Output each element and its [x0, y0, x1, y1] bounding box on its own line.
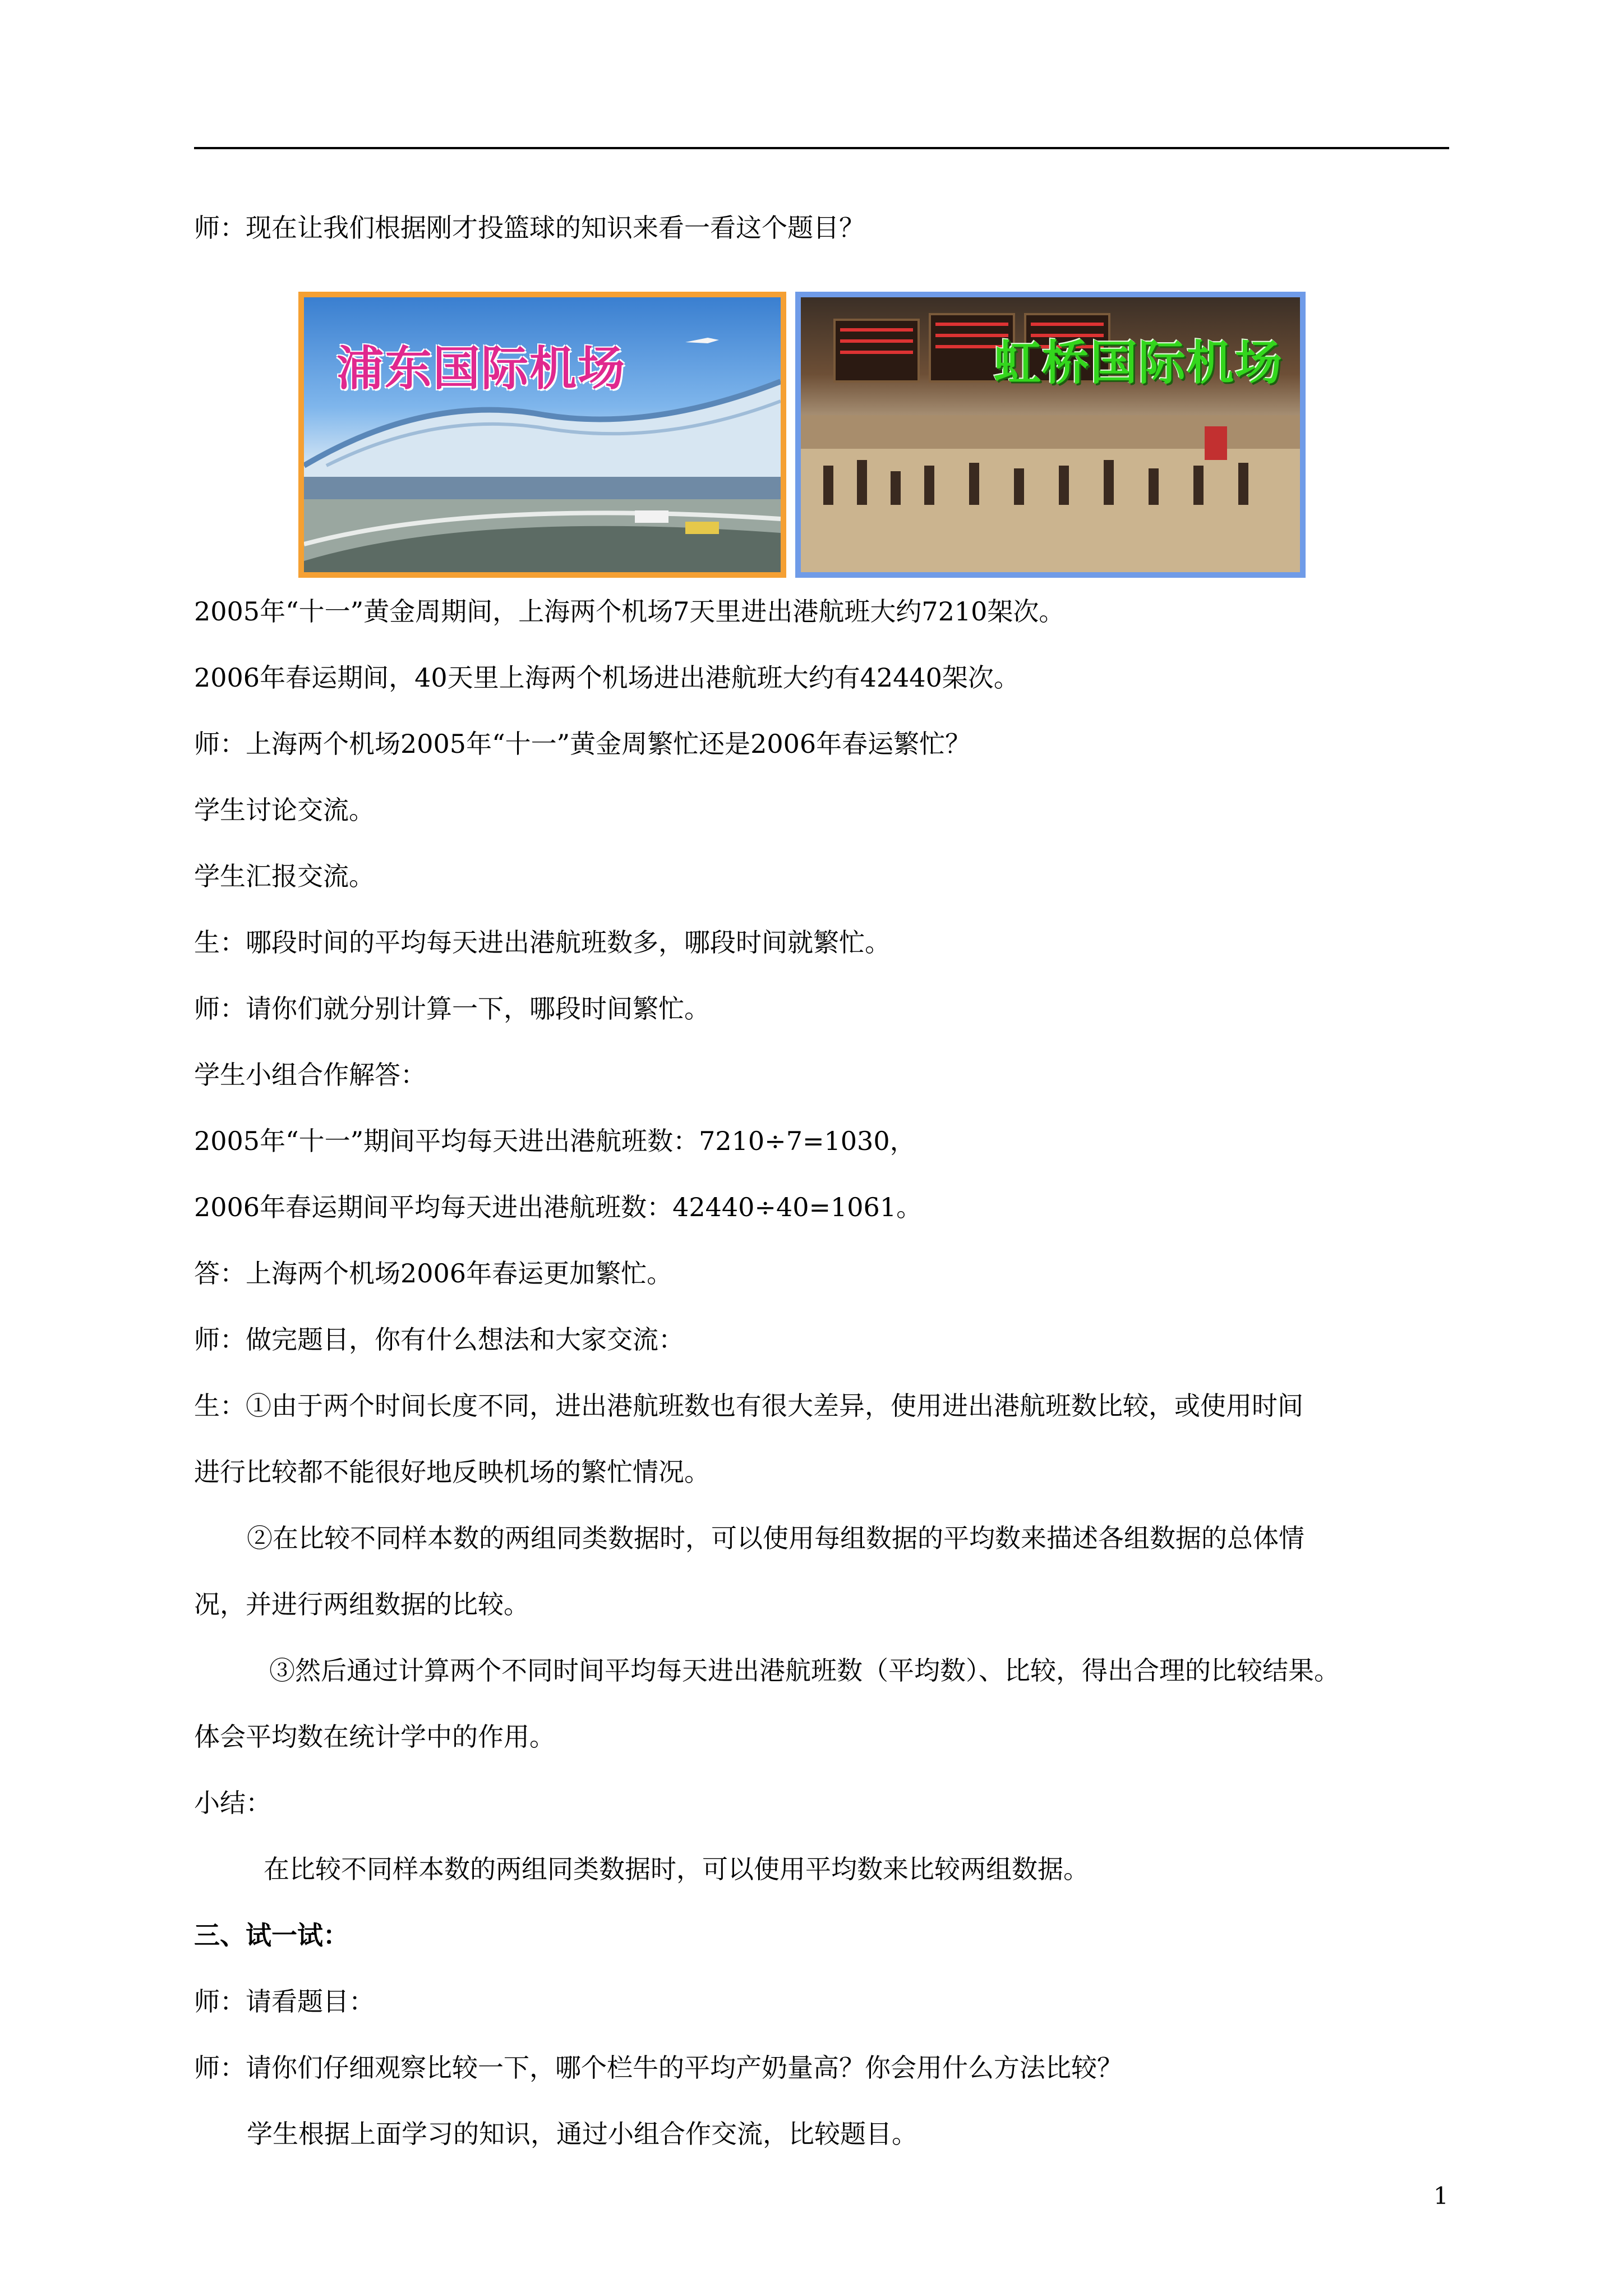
paragraph-line: 师：请看题目：: [194, 1986, 375, 2017]
paragraph-line: 2006年春运期间，40天里上海两个机场进出港航班大约有42440架次。: [194, 662, 1020, 693]
paragraph-line: 进行比较都不能很好地反映机场的繁忙情况。: [194, 1457, 710, 1487]
paragraph-line: 学生汇报交流。: [194, 861, 375, 891]
paragraph-line: 况，并进行两组数据的比较。: [194, 1589, 529, 1619]
hongqiao-airport-photo: [795, 292, 1306, 578]
paragraph-line: 师：请你们仔细观察比较一下，哪个栏牛的平均产奶量高？你会用什么方法比较？: [194, 2053, 1123, 2083]
paragraph-line: 师：现在让我们根据刚才投篮球的知识来看一看这个题目？: [194, 213, 865, 243]
paragraph-line: 小结：: [194, 1788, 271, 1818]
paragraph-line: 2006年春运期间平均每天进出港航班数：42440÷40=1061。: [194, 1192, 923, 1222]
paragraph-line: 2005年“十一”期间平均每天进出港航班数：7210÷7=1030，: [194, 1126, 916, 1156]
paragraph-line: ③然后通过计算两个不同时间平均每天进出港航班数（平均数）、比较，得出合理的比较结果。: [269, 1655, 1340, 1686]
paragraph-line: 2005年“十一”黄金周期间，上海两个机场7天里进出港航班大约7210架次。: [194, 596, 1065, 627]
paragraph-line: 师：请你们就分别计算一下，哪段时间繁忙。: [194, 993, 710, 1024]
section-heading: 三、试一试：: [194, 1920, 349, 1950]
header-rule: [194, 147, 1449, 149]
page-number: 1: [1433, 2182, 1449, 2210]
paragraph-line: 在比较不同样本数的两组同类数据时，可以使用平均数来比较两组数据。: [264, 1854, 1089, 1884]
hongqiao-airport-label: 虹桥国际机场: [993, 335, 1283, 390]
paragraph-line: 体会平均数在统计学中的作用。: [194, 1722, 555, 1752]
pudong-airport-photo: [298, 292, 786, 578]
paragraph-line: ②在比较不同样本数的两组同类数据时，可以使用每组数据的平均数来描述各组数据的总体情: [247, 1523, 1304, 1553]
paragraph-line: 生：哪段时间的平均每天进出港航班数多，哪段时间就繁忙。: [194, 927, 891, 958]
paragraph-line: 答：上海两个机场2006年春运更加繁忙。: [194, 1258, 673, 1289]
paragraph-line: 学生讨论交流。: [194, 795, 375, 825]
paragraph-line: 生：①由于两个时间长度不同，进出港航班数也有很大差异，使用进出港航班数比较，或使用时间: [194, 1391, 1303, 1421]
paragraph-line: 学生小组合作解答：: [194, 1060, 426, 1090]
paragraph-line: 师：上海两个机场2005年“十一”黄金周繁忙还是2006年春运繁忙？: [194, 729, 971, 759]
paragraph-line: 师：做完题目，你有什么想法和大家交流：: [194, 1324, 684, 1355]
pudong-airport-label: 浦东国际机场: [336, 341, 626, 396]
paragraph-line: 学生根据上面学习的知识，通过小组合作交流，比较题目。: [247, 2119, 917, 2149]
